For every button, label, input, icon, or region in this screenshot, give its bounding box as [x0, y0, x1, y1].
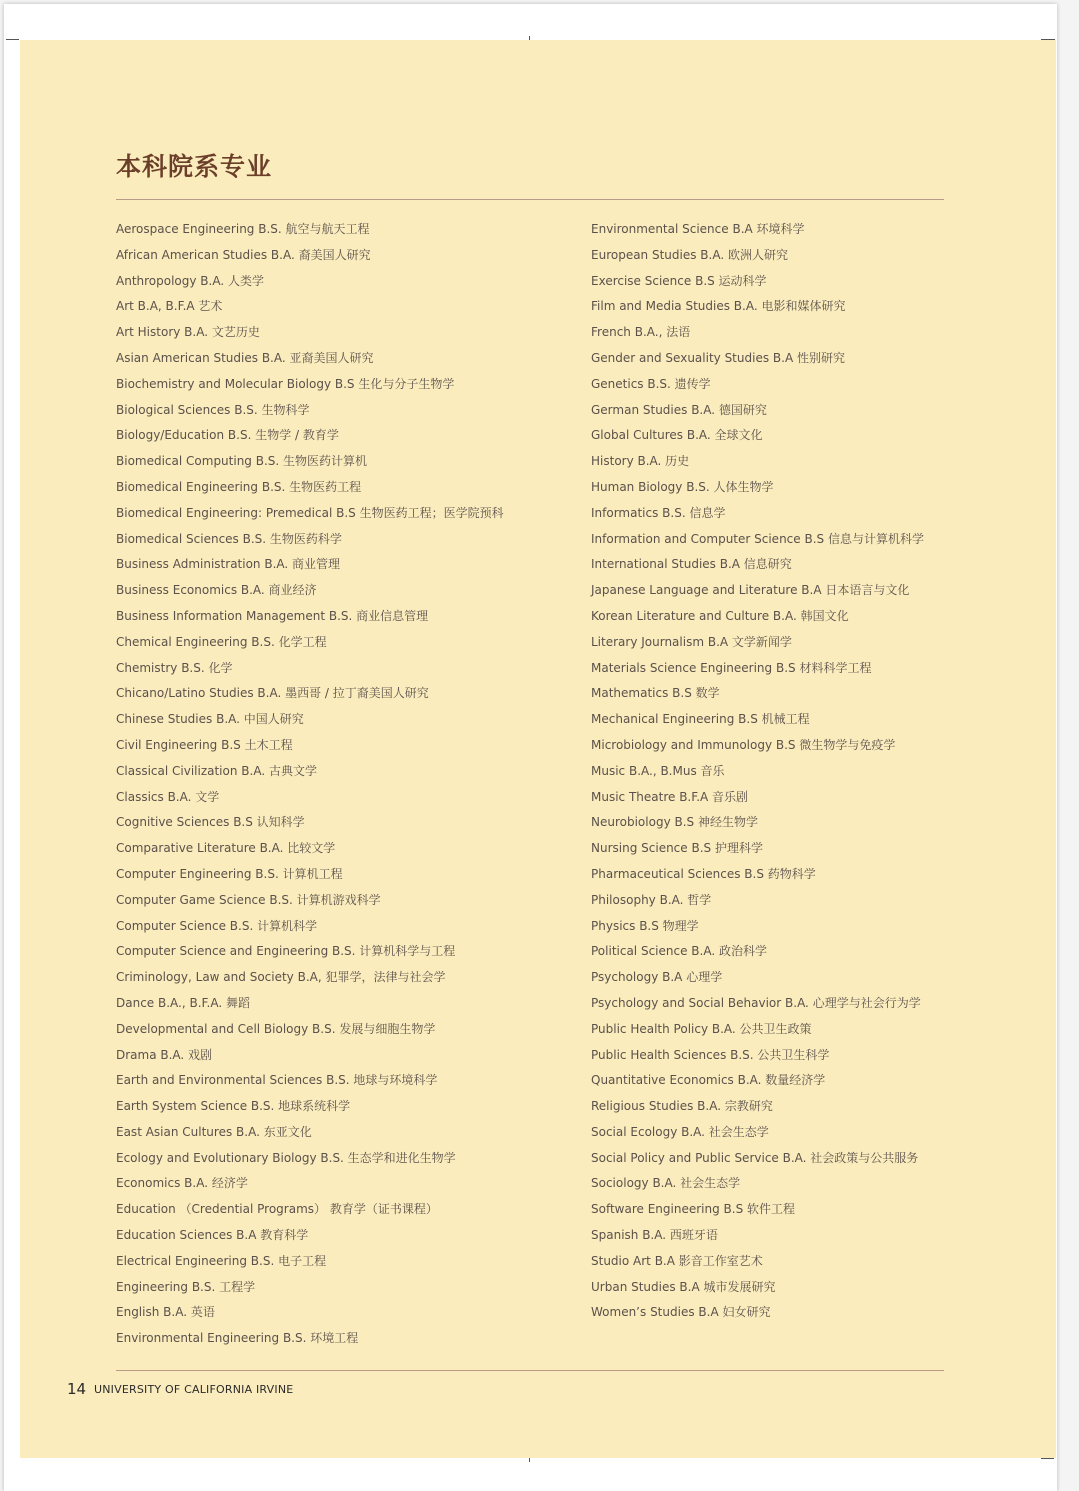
major-item: History B.A. 历史: [591, 454, 690, 469]
major-item: Economics B.A. 经济学: [116, 1176, 248, 1191]
major-item: Women’s Studies B.A 妇女研究: [591, 1305, 771, 1320]
major-item: Film and Media Studies B.A. 电影和媒体研究: [591, 299, 846, 314]
major-item: Philosophy B.A. 哲学: [591, 892, 712, 907]
major-item: Music B.A., B.Mus 音乐: [591, 763, 725, 778]
major-item: Psychology B.A 心理学: [591, 970, 723, 985]
major-item: Global Cultures B.A. 全球文化: [591, 428, 763, 443]
footer-divider: [116, 1370, 944, 1371]
major-item: English B.A. 英语: [116, 1305, 215, 1320]
major-item: Biology/Education B.S. 生物学 / 教育学: [116, 428, 339, 443]
major-item: Environmental Engineering B.S. 环境工程: [116, 1331, 359, 1346]
major-item: Studio Art B.A 影音工作室艺术: [591, 1253, 763, 1268]
major-item: Electrical Engineering B.S. 电子工程: [116, 1253, 327, 1268]
major-item: Environmental Science B.A 环境科学: [591, 222, 805, 236]
majors-list-left: [116, 217, 504, 1352]
major-item: Urban Studies B.A 城市发展研究: [591, 1279, 776, 1294]
university-name: UNIVERSITY OF CALIFORNIA IRVINE: [94, 1383, 294, 1396]
major-item: Business Economics B.A. 商业经济: [116, 583, 317, 598]
major-item: Japanese Language and Literature B.A 日本语言与文化: [591, 583, 910, 598]
crop-mark: [6, 39, 19, 40]
major-item: Criminology, Law and Society B.A, 犯罪学，法律与社会学: [116, 970, 446, 985]
major-item: European Studies B.A. 欧洲人研究: [591, 247, 788, 262]
major-item: Dance B.A., B.F.A. 舞蹈: [116, 995, 250, 1010]
major-item: Music Theatre B.F.A 音乐剧: [591, 789, 749, 804]
major-item: Biological Sciences B.S. 生物科学: [116, 402, 310, 417]
major-item: Biochemistry and Molecular Biology B.S 生化与分子生物学: [116, 376, 455, 391]
title-divider: [116, 199, 944, 200]
major-item: Earth and Environmental Sciences B.S. 地球与环境科学: [116, 1073, 438, 1088]
page-title: 本科院系专业: [116, 152, 273, 181]
major-item: Genetics B.S. 遗传学: [591, 376, 711, 391]
major-item: Computer Game Science B.S. 计算机游戏科学: [116, 892, 381, 907]
major-item: Spanish B.A. 西班牙语: [591, 1228, 718, 1243]
major-item: Anthropology B.A. 人类学: [116, 273, 264, 288]
major-item: Information and Computer Science B.S 信息与计算机科学: [591, 531, 924, 546]
crop-mark: [1041, 1458, 1054, 1459]
major-item: African American Studies B.A. 裔美国人研究: [116, 247, 371, 262]
majors-list-right: [591, 217, 924, 1326]
major-item: Microbiology and Immunology B.S 微生物学与免疫学: [591, 737, 896, 752]
major-item: Nursing Science B.S 护理科学: [591, 841, 763, 856]
major-item: Korean Literature and Culture B.A. 韩国文化: [591, 608, 849, 623]
major-item: Materials Science Engineering B.S 材料科学工程: [591, 660, 872, 675]
major-item: Sociology B.A. 社会生态学: [591, 1176, 741, 1191]
major-item: Public Health Policy B.A. 公共卫生政策: [591, 1021, 812, 1036]
major-item: Political Science B.A. 政治科学: [591, 944, 767, 959]
major-item: Mechanical Engineering B.S 机械工程: [591, 712, 810, 727]
major-item: Computer Science and Engineering B.S. 计算机科学与工程: [116, 944, 456, 959]
major-item: Biomedical Engineering: Premedical B.S 生物医药工程；医学院预科: [116, 505, 504, 520]
major-item: Gender and Sexuality Studies B.A 性别研究: [591, 350, 845, 365]
major-item: Chemistry B.S. 化学: [116, 660, 233, 675]
major-item: Psychology and Social Behavior B.A. 心理学与社会行为学: [591, 995, 921, 1010]
major-item: Literary Journalism B.A 文学新闻学: [591, 634, 792, 649]
major-item: Exercise Science B.S 运动科学: [591, 273, 767, 288]
major-item: Biomedical Engineering B.S. 生物医药工程: [116, 479, 362, 494]
major-item: Biomedical Sciences B.S. 生物医药科学: [116, 531, 342, 546]
major-item: Computer Engineering B.S. 计算机工程: [116, 866, 343, 881]
major-item: Chemical Engineering B.S. 化学工程: [116, 634, 327, 649]
major-item: Mathematics B.S 数学: [591, 686, 720, 701]
major-item: Comparative Literature B.A. 比较文学: [116, 841, 336, 856]
major-item: Asian American Studies B.A. 亚裔美国人研究: [116, 350, 374, 365]
major-item: Quantitative Economics B.A. 数量经济学: [591, 1073, 826, 1088]
major-item: Pharmaceutical Sciences B.S 药物科学: [591, 866, 816, 881]
major-item: French B.A., 法语: [591, 325, 691, 340]
brochure-page: [20, 40, 1056, 1458]
major-item: Earth System Science B.S. 地球系统科学: [116, 1099, 351, 1114]
major-item: Public Health Sciences B.S. 公共卫生科学: [591, 1047, 830, 1062]
major-item: Engineering B.S. 工程学: [116, 1279, 256, 1294]
major-item: Art History B.A. 文艺历史: [116, 325, 260, 340]
major-item: Informatics B.S. 信息学: [591, 505, 726, 520]
major-item: Software Engineering B.S 软件工程: [591, 1202, 796, 1217]
major-item: Biomedical Computing B.S. 生物医药计算机: [116, 454, 368, 469]
major-item: Education （Credential Programs） 教育学（证书课程）: [116, 1202, 438, 1217]
major-item: Ecology and Evolutionary Biology B.S. 生态学和进化生物学: [116, 1150, 456, 1165]
major-item: International Studies B.A 信息研究: [591, 557, 792, 572]
major-item: Civil Engineering B.S 土木工程: [116, 737, 293, 752]
major-item: Chinese Studies B.A. 中国人研究: [116, 712, 304, 727]
major-item: Chicano/Latino Studies B.A. 墨西哥 / 拉丁裔美国人研究: [116, 686, 429, 701]
major-item: Human Biology B.S. 人体生物学: [591, 479, 774, 494]
major-item: Cognitive Sciences B.S 认知科学: [116, 815, 305, 830]
major-item: German Studies B.A. 德国研究: [591, 402, 767, 417]
major-item: Social Ecology B.A. 社会生态学: [591, 1124, 769, 1139]
major-item: Religious Studies B.A. 宗教研究: [591, 1099, 773, 1114]
major-item: Computer Science B.S. 计算机科学: [116, 918, 318, 933]
crop-mark: [529, 1458, 530, 1462]
major-item: Education Sciences B.A 教育科学: [116, 1228, 309, 1243]
major-item: Social Policy and Public Service B.A. 社会政策与公共服务: [591, 1150, 919, 1165]
major-item: Physics B.S 物理学: [591, 918, 699, 933]
major-item: Classical Civilization B.A. 古典文学: [116, 763, 317, 778]
major-item: East Asian Cultures B.A. 东亚文化: [116, 1124, 312, 1139]
major-item: Drama B.A. 戏剧: [116, 1047, 213, 1062]
page-number: 14: [67, 1380, 87, 1398]
major-item: Neurobiology B.S 神经生物学: [591, 815, 758, 830]
major-item: Classics B.A. 文学: [116, 789, 220, 804]
major-item: Aerospace Engineering B.S. 航空与航天工程: [116, 222, 370, 236]
major-item: Developmental and Cell Biology B.S. 发展与细胞生物学: [116, 1021, 436, 1036]
major-item: Art B.A, B.F.A 艺术: [116, 299, 223, 314]
major-item: Business Information Management B.S. 商业信息管理: [116, 608, 429, 623]
major-item: Business Administration B.A. 商业管理: [116, 557, 341, 572]
